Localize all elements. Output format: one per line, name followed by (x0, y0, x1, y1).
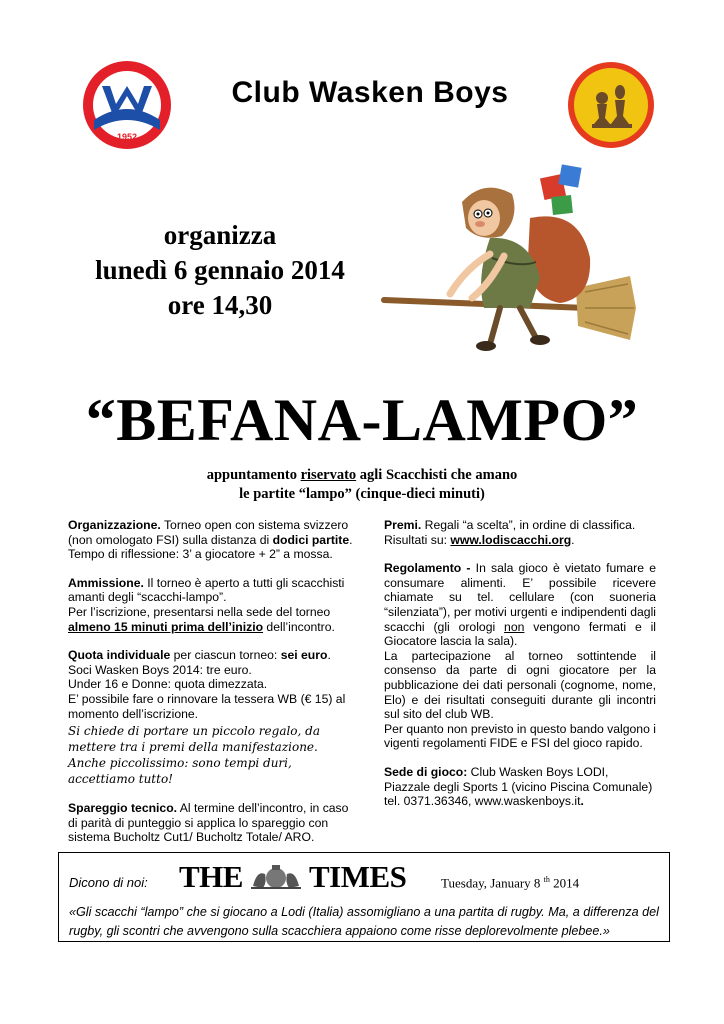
masthead-the: THE (179, 859, 243, 894)
befana-on-broom-illustration (380, 158, 642, 358)
event-announcement (60, 218, 380, 323)
dicono-label: Dicono di noi: (69, 875, 148, 890)
ammissione-paragraph: Ammissione. Il torneo è aperto a tutti gli scacchisti amanti degli “scacchi-lampo”. Per l’iscrizione, presentarsi nella sede del torneo almeno 15 minuti prima dell’inizio dell’incontro. (68, 575, 345, 634)
sede-paragraph: Sede di gioco: Club Wasken Boys LODI, Piazzale degli Sports 1 (vicino Piscina Comunale) tel. 0371.36346, www.waskenboys.it. (384, 764, 653, 809)
premi-paragraph: Premi. Regali “a scelta”, in ordine di classifica. Risultati su: www.lodiscacchi.org. (384, 518, 636, 547)
tagline-line-2: le partite “lampo” (cinque-dieci minuti) (239, 486, 485, 502)
spareggio-paragraph: Spareggio tecnico. Al termine dell’incontro, in caso di parità di punteggio si applica lo spareggio con sistema Bucholtz Cut1/ Bucholtz Totale/ ARO. (68, 801, 349, 845)
wasken-boys-logo (80, 58, 174, 152)
chess-pieces-logo (566, 60, 656, 150)
times-date: Tuesday, January 8 $^{th}$ 2014 (441, 875, 580, 891)
tagline-line-1: appuntamento riservato agli Scacchisti che amano (206, 467, 518, 483)
times-quote: «Gli scacchi “lampo” che si giocano a Lodi (Italia) assomigliano a una partita di rugby. Ma, a differenza del rugby, gli scontri che avvengono sulla scacchiera appaiono come risse deplorevolmente plebee.» (69, 905, 659, 938)
results-link[interactable]: www.lodiscacchi.org (450, 532, 572, 547)
tagline (120, 466, 604, 504)
royal-crest-icon (247, 864, 305, 890)
quota-paragraph: Quota individuale per ciascun torneo: sei euro. Soci Wasken Boys 2014: tre euro. Under 16 e Donne: quota dimezzata. E’ possibile fare o rinnovare la tessera WB (€ 15) al momento dell’iscrizione. Si chiede di portare un piccolo regalo, da mettere tra i premi della manifestazione. Anche piccolissimo: sono tempi duri, accettiamo tutto! (68, 648, 354, 787)
event-title: “BEFANA-LAMPO” (85, 387, 639, 453)
right-column (384, 518, 656, 809)
the-times-masthead (179, 859, 439, 894)
organizza-text: organizza (163, 220, 277, 250)
regolamento-paragraph: Regolamento - In sala gioco è vietato fumare e consumare alimenti. E’ possibile ricevere chiamate su tel. cellulare (con suoneria “silenziata”), per motivi urgenti e indipendenti dagli scacchi (gli orologi non vengono fermati e il Giocatore lascia la sala). La partecipazione al torneo sottintende il consenso da parte di ogni giocatore per la pubblicazione dei dati personali (cognome, nome, Elo) e dei risultati conseguiti durante gli incontri sul sito del club WB. Per quanto non previsto in questo bando valgono i vigenti regolamenti FIDE e FSI del gioco rapido. (384, 561, 657, 751)
event-date: lunedì 6 gennaio 2014 (95, 255, 345, 285)
organizzazione-paragraph: Organizzazione. Torneo open con sistema svizzero (non omologato FSI) sulla distanza di dodici partite. Tempo di riflessione: 3’ a giocatore + 2” a mossa. (68, 518, 353, 562)
left-column (68, 518, 354, 845)
gift-request-note: Si chiede di portare un piccolo regalo, da mettere tra i premi della manifestazione. Anche piccolissimo: sono tempi duri, accettiamo tutto! (68, 724, 320, 787)
logo-year: 1952 (116, 132, 138, 142)
club-title: Club Wasken Boys (231, 76, 509, 109)
event-time: ore 14,30 (167, 290, 273, 320)
press-quote-box (58, 852, 670, 942)
masthead-times: TIMES (308, 859, 407, 894)
